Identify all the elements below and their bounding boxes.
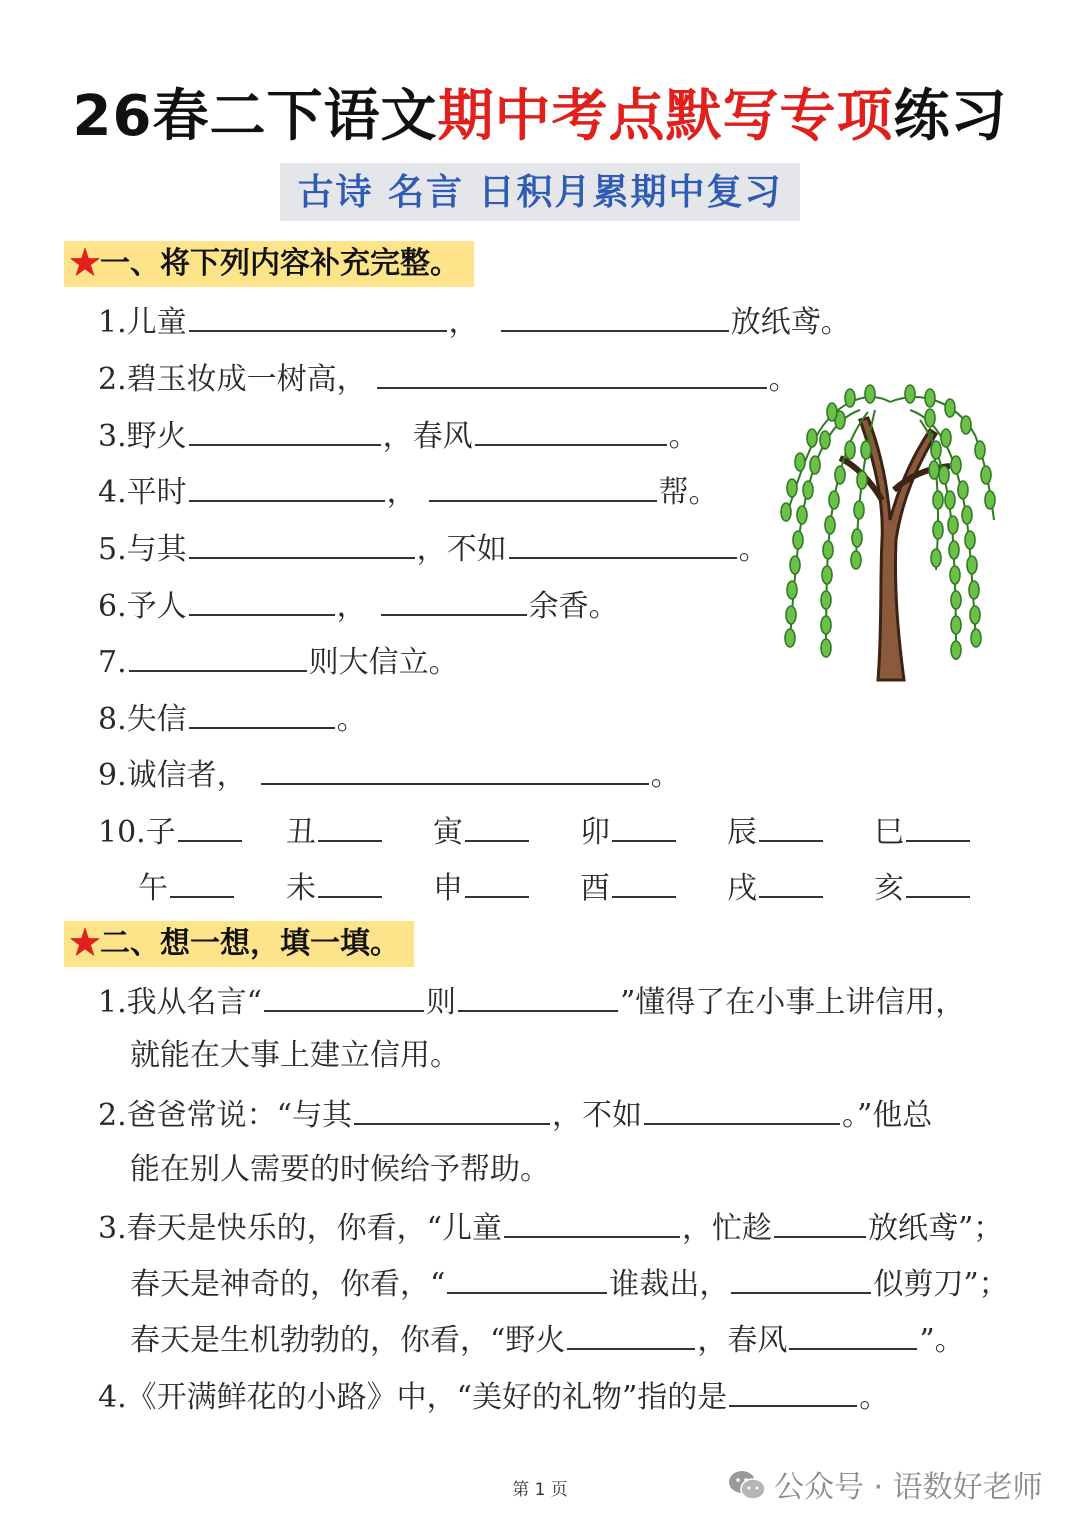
zodiac-item-hai: 亥: [874, 866, 972, 906]
answer-blank[interactable]: [189, 584, 335, 616]
answer-blank[interactable]: [612, 810, 676, 842]
answer-blank[interactable]: [189, 414, 381, 446]
answer-blank[interactable]: [774, 1206, 866, 1238]
page-number: 第 1 页: [512, 1480, 568, 1500]
page-subtitle: 古诗 名言 日积月累期中复习: [280, 163, 800, 221]
answer-blank[interactable]: [447, 1262, 607, 1294]
answer-blank[interactable]: [354, 1093, 550, 1125]
answer-blank[interactable]: [189, 470, 385, 502]
answer-blank[interactable]: [377, 357, 767, 389]
answer-blank[interactable]: [789, 1318, 917, 1350]
exercise-item-8: 8.失信 。: [98, 697, 367, 737]
zodiac-item-wei: 未: [286, 866, 384, 906]
answer-blank[interactable]: [567, 1318, 695, 1350]
zodiac-item-shen: 申: [433, 866, 531, 906]
answer-blank[interactable]: [129, 640, 307, 672]
answer-blank[interactable]: [170, 866, 234, 898]
answer-blank[interactable]: [465, 810, 529, 842]
answer-blank[interactable]: [501, 300, 729, 332]
answer-blank[interactable]: [731, 1262, 871, 1294]
answer-blank[interactable]: [189, 300, 447, 332]
zodiac-item-wu: 午: [138, 866, 236, 906]
exercise-item-1: 1.儿童 ， 放纸鸢。: [98, 300, 851, 340]
zodiac-item-zi: 10.子: [98, 810, 244, 850]
exercise-item-5: 5.与其 ，不如 。: [98, 527, 769, 567]
zodiac-item-si: 巳: [874, 810, 972, 850]
zodiac-item-chou: 丑: [286, 810, 384, 850]
question-1: 1.我从名言“ 则 ”懂得了在小事上讲信用，: [98, 980, 965, 1020]
answer-blank[interactable]: [178, 810, 242, 842]
answer-blank[interactable]: [264, 980, 424, 1012]
zodiac-item-mao: 卯: [580, 810, 678, 850]
star-icon: ★: [70, 246, 100, 281]
exercise-item-2: 2.碧玉妆成一树高， 。: [98, 357, 799, 397]
answer-blank[interactable]: [509, 527, 737, 559]
exercise-item-7: 7. 则大信立。: [98, 640, 459, 680]
zodiac-item-chen: 辰: [727, 810, 825, 850]
answer-blank[interactable]: [475, 414, 667, 446]
answer-blank[interactable]: [381, 584, 527, 616]
exercise-item-4: 4.平时 ， 帮。: [98, 470, 719, 510]
answer-blank[interactable]: [189, 697, 335, 729]
answer-blank[interactable]: [189, 527, 415, 559]
question-1-cont: 就能在大事上建立信用。: [130, 1038, 460, 1073]
answer-blank[interactable]: [612, 866, 676, 898]
star-icon: ★: [70, 926, 100, 961]
answer-blank[interactable]: [465, 866, 529, 898]
page-title: 26春二下语文期中考点默写专项练习: [72, 84, 1008, 149]
question-3-line2: 春天是神奇的，你看，“ 谁裁出， 似剪刀”；: [130, 1262, 1009, 1302]
section1-heading: ★一、将下列内容补充完整。: [64, 241, 474, 287]
answer-blank[interactable]: [759, 866, 823, 898]
answer-blank[interactable]: [458, 980, 618, 1012]
answer-blank[interactable]: [429, 470, 657, 502]
answer-blank[interactable]: [318, 810, 382, 842]
question-3-line1: 3.春天是快乐的，你看，“儿童 ，忙趁 放纸鸢”；: [98, 1206, 1003, 1246]
question-3-line3: 春天是生机勃勃的，你看，“野火 ，春风 ”。: [130, 1318, 965, 1358]
answer-blank[interactable]: [644, 1093, 840, 1125]
exercise-item-3: 3.野火 ，春风 。: [98, 414, 699, 454]
exercise-item-6: 6.予人 ， 余香。: [98, 584, 619, 624]
zodiac-item-xu: 戌: [727, 866, 825, 906]
answer-blank[interactable]: [729, 1375, 857, 1407]
question-2: 2.爸爸常说：“与其 ，不如 。”他总: [98, 1093, 932, 1133]
section2-heading: ★二、想一想，填一填。: [64, 921, 414, 967]
question-2-cont: 能在别人需要的时候给予帮助。: [130, 1152, 550, 1187]
answer-blank[interactable]: [906, 810, 970, 842]
answer-blank[interactable]: [504, 1206, 680, 1238]
exercise-item-9: 9.诚信者， 。: [98, 753, 681, 793]
zodiac-item-yin: 寅: [433, 810, 531, 850]
answer-blank[interactable]: [261, 753, 649, 785]
answer-blank[interactable]: [318, 866, 382, 898]
watermark: 公众号 · 语数好老师: [728, 1462, 1043, 1509]
wechat-icon: [728, 1469, 766, 1509]
willow-tree-illustration: [770, 380, 1000, 690]
answer-blank[interactable]: [906, 866, 970, 898]
question-4: 4.《开满鲜花的小路》中，“美好的礼物”指的是 。: [98, 1375, 889, 1415]
zodiac-item-you: 酉: [580, 866, 678, 906]
answer-blank[interactable]: [759, 810, 823, 842]
